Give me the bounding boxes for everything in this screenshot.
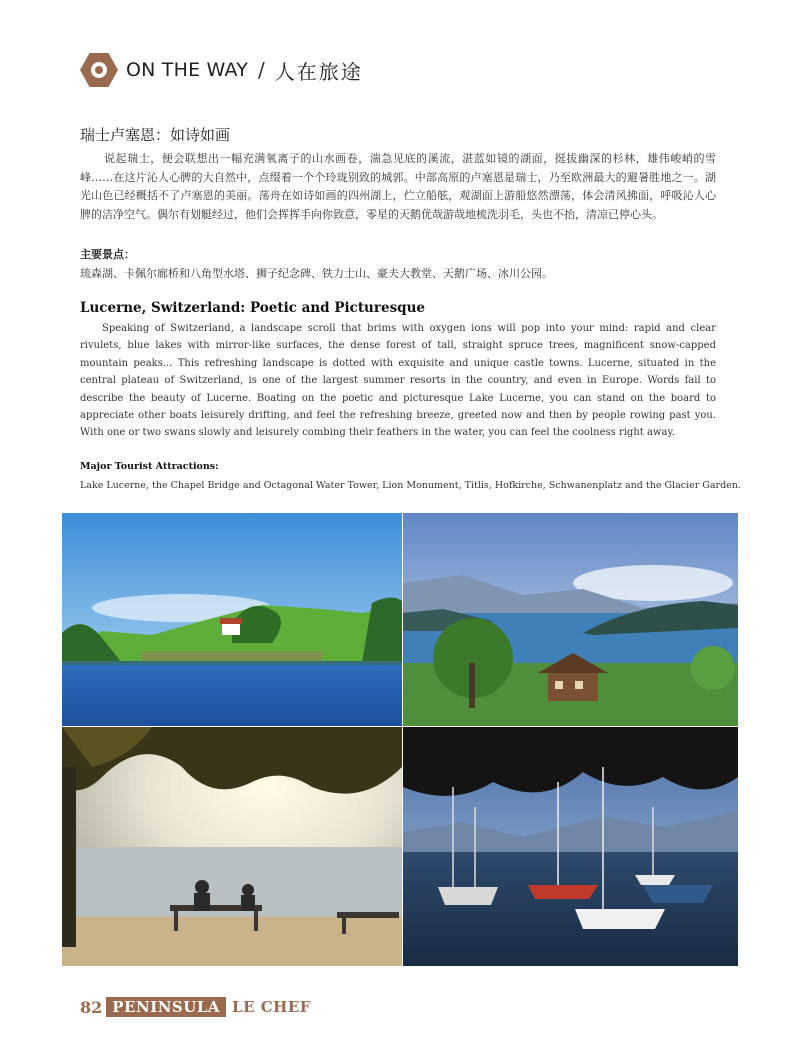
magazine-name-box: PENINSULA: [106, 997, 226, 1017]
attractions-label-en: Major Tourist Attractions:: [80, 461, 219, 472]
attractions-label-cn: 主要景点：: [80, 248, 135, 261]
section-header: [80, 52, 363, 88]
article-body-cn: 说起瑞士，便会联想出一幅充满氧离子的山水画卷，湍急见底的溪流，湛蓝如镜的湖面，挺拔幽深的杉林，雄伟峻峭的雪峰……在这片沁人心脾的大自然中，点缀着一个个玲珑别致的城郭。中部高原的卢塞恩是瑞士，乃至欧洲最大的避暑胜地之一。湖光山色已经概括不了卢塞恩的美丽。荡舟在如诗如画的四州湖上，伫立船舷，观湖面上游船悠然漂荡，体会清风拂面，呼吸沁人心脾的洁净空气。偶尔有划艇经过，他们会挥挥手向你致意，零星的天鹅优哉游哉地梳洗羽毛，头也不抬，清凉已停心头。: [80, 152, 716, 221]
photo-bench-couple: [62, 727, 402, 966]
attractions-list-cn: 琉森湖、卡佩尔廊桥和八角型水塔、狮子纪念碑、铁力士山、豪夫大教堂、天鹅广场、冰川公园。: [80, 267, 553, 280]
page-footer: [80, 996, 311, 1018]
hexagon-logo-icon: [80, 53, 118, 87]
section-title: ON THE WAY: [126, 59, 249, 81]
article-title-cn: 瑞士卢塞恩：如诗如画: [80, 126, 231, 144]
photo-lakeside-village: [62, 513, 402, 726]
page-number: 82: [80, 997, 103, 1017]
article-body-en: Speaking of Switzerland, a landscape scroll that brims with oxygen ions will pop into your mind: rapid and clear rivulets, blue lakes with mirror-like surfaces, the dense forest of tall, straight spruce trees, magnificent snow-capped mountain peaks... This refreshing landscape is dotted with exquisite and unique castle towns. Lucerne, situated in the central plateau of Switzerland, is one of the largest summer resorts in the country, and even in Europe. Words fail to describe the beauty of Lucerne. Boating on the poetic and picturesque Lake Lucerne, you can stand on the board to appreciate other boats leisurely drifting, and feel the refreshing breeze, greeted now and then by people rowing past you. With one or two swans slowly and leisurely combing their feathers in the water, you can feel the coolness right away.: [80, 323, 716, 439]
photo-lake-chalet: [403, 513, 738, 726]
section-title-cn: 人在旅途: [274, 59, 363, 84]
photo-sailboats: [403, 727, 738, 966]
attractions-list-en: Lake Lucerne, the Chapel Bridge and Octagonal Water Tower, Lion Monument, Titlis, Hofkirche, Schwanenplatz and the Glacier Garden.: [80, 480, 741, 491]
article-title-en: Lucerne, Switzerland: Poetic and Picturesque: [80, 300, 426, 316]
magazine-name-rest: LE CHEF: [232, 998, 311, 1016]
header-separator: /: [258, 58, 265, 82]
